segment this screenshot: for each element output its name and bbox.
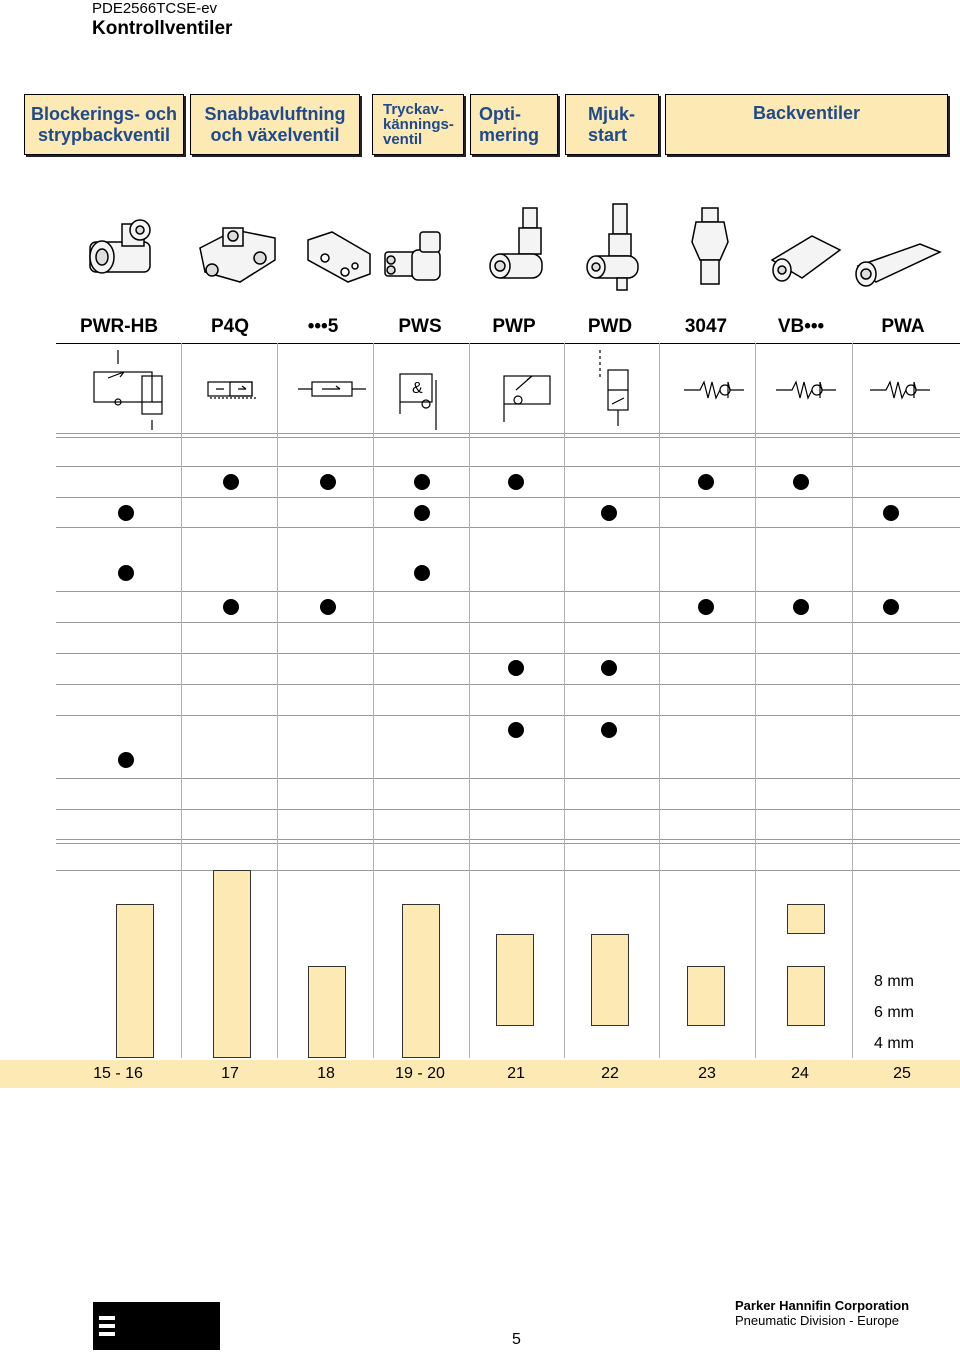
category-label: Opti- mering (479, 103, 540, 145)
pressure-sensing-symbol: & (412, 380, 423, 397)
model-label: 3047 (684, 316, 728, 337)
page-ref[interactable]: 19 - 20 (395, 1065, 445, 1082)
pwa-image (856, 244, 940, 286)
schematic-symbols (60, 350, 960, 432)
model-label: VB••• (777, 316, 825, 337)
table-row-line (56, 527, 960, 528)
feature-dot (698, 599, 714, 615)
table-column-line (659, 343, 660, 1058)
page-ref[interactable]: 18 (317, 1065, 335, 1082)
pwd-image (587, 204, 638, 290)
category-check-valves (665, 94, 948, 155)
table-row-line (56, 778, 960, 779)
pwr-hb-symbol (94, 350, 162, 430)
table-column-line (852, 343, 853, 1058)
size-range-bar (591, 934, 629, 1026)
feature-dot (223, 474, 239, 490)
size-range-bar (687, 966, 725, 1026)
feature-dot (793, 599, 809, 615)
model-label: PWA (881, 316, 925, 337)
table-row-line (56, 622, 960, 623)
category-soft-start (565, 94, 659, 155)
size-range-bar (308, 966, 346, 1058)
page-ref[interactable]: 15 - 16 (93, 1065, 143, 1082)
size-range-bar (116, 904, 154, 1058)
table-column-line (469, 343, 470, 1058)
category-label: Blockerings- och strypbackventil (30, 103, 178, 145)
pwp-symbol (504, 376, 550, 422)
category-blocking-valve (24, 94, 184, 155)
page-title: Kontrollventiler (92, 18, 233, 39)
pwa-symbol (870, 382, 930, 398)
3047-symbol (684, 382, 744, 398)
size-range-bar (496, 934, 534, 1026)
page-ref[interactable]: 21 (507, 1065, 525, 1082)
feature-dot (414, 474, 430, 490)
company-name: Parker Hannifin Corporation (735, 1298, 910, 1313)
feature-dot (883, 599, 899, 615)
product-images (60, 190, 960, 300)
category-label: Snabbavluftning och växelventil (204, 103, 346, 145)
feature-dot (601, 660, 617, 676)
feature-dot (508, 660, 524, 676)
table-top-rule (56, 343, 960, 344)
feature-dot (793, 474, 809, 490)
table-column-line (373, 343, 374, 1058)
category-optimization (470, 94, 558, 155)
feature-dot (223, 599, 239, 615)
model-label: PWP (492, 316, 536, 337)
category-quick-exhaust (190, 94, 360, 155)
category-label: Tryckav- kännings- ventil (383, 101, 454, 148)
pwp-image (490, 208, 542, 278)
feature-dot (320, 474, 336, 490)
valve-5-symbol (298, 382, 366, 396)
size-range-bar (402, 904, 440, 1058)
page-ref[interactable]: 25 (893, 1065, 911, 1082)
size-label-4mm: 4 mm (874, 1035, 914, 1052)
table-row-line (56, 437, 960, 438)
table-row-line (56, 684, 960, 685)
page-ref[interactable]: 17 (221, 1065, 239, 1082)
vb-symbol (776, 382, 836, 398)
table-row-line (56, 715, 960, 716)
size-range-bar (787, 904, 825, 934)
3047-image (692, 208, 728, 284)
pwd-symbol (600, 350, 628, 426)
table-row-line (56, 497, 960, 498)
document-code: PDE2566TCSE-ev (92, 0, 218, 17)
model-label: PWR-HB (79, 316, 159, 337)
page-ref[interactable]: 24 (791, 1065, 809, 1082)
vb-image (772, 236, 840, 281)
feature-dot (118, 505, 134, 521)
size-label-6mm: 6 mm (874, 1004, 914, 1021)
feature-dot (508, 722, 524, 738)
parker-logo (93, 1302, 220, 1350)
page-ref[interactable]: 22 (601, 1065, 619, 1082)
feature-dot (118, 565, 134, 581)
feature-dot (414, 565, 430, 581)
feature-dot (883, 505, 899, 521)
table-row-line (56, 870, 960, 871)
feature-dot (320, 599, 336, 615)
table-column-line (277, 343, 278, 1058)
table-row-line (56, 466, 960, 467)
feature-dot (118, 752, 134, 768)
size-label-8mm: 8 mm (874, 973, 914, 990)
model-label: PWS (398, 316, 442, 337)
table-row-line (56, 591, 960, 592)
p4q-symbol (208, 382, 256, 398)
division-name: Pneumatic Division - Europe (735, 1313, 900, 1328)
feature-dot (414, 505, 430, 521)
table-column-line (755, 343, 756, 1058)
model-label: •••5 (307, 316, 339, 337)
table-column-line (181, 343, 182, 1058)
pws-image (385, 232, 440, 280)
feature-dot (508, 474, 524, 490)
table-row-line (56, 433, 960, 434)
pwr-hb-image (90, 220, 150, 273)
feature-dot (601, 722, 617, 738)
p4q-image (200, 228, 275, 282)
table-row-line (56, 809, 960, 810)
category-label: Mjuk- start (588, 103, 635, 145)
size-range-bar (787, 966, 825, 1026)
page-number: 5 (512, 1331, 521, 1348)
category-label: Backventiler (752, 103, 861, 123)
table-row-line (56, 653, 960, 654)
model-label: P4Q (210, 316, 250, 337)
page-ref[interactable]: 23 (698, 1065, 716, 1082)
feature-dot (698, 474, 714, 490)
table-column-line (564, 343, 565, 1058)
valve-5-image (308, 232, 370, 282)
table-row-line (56, 843, 960, 844)
table-row-line (56, 839, 960, 840)
parker-logo-mark (93, 1302, 220, 1350)
feature-dot (601, 505, 617, 521)
category-pressure-sensing (372, 94, 464, 155)
model-label: PWD (587, 316, 633, 337)
size-range-bar (213, 870, 251, 1058)
